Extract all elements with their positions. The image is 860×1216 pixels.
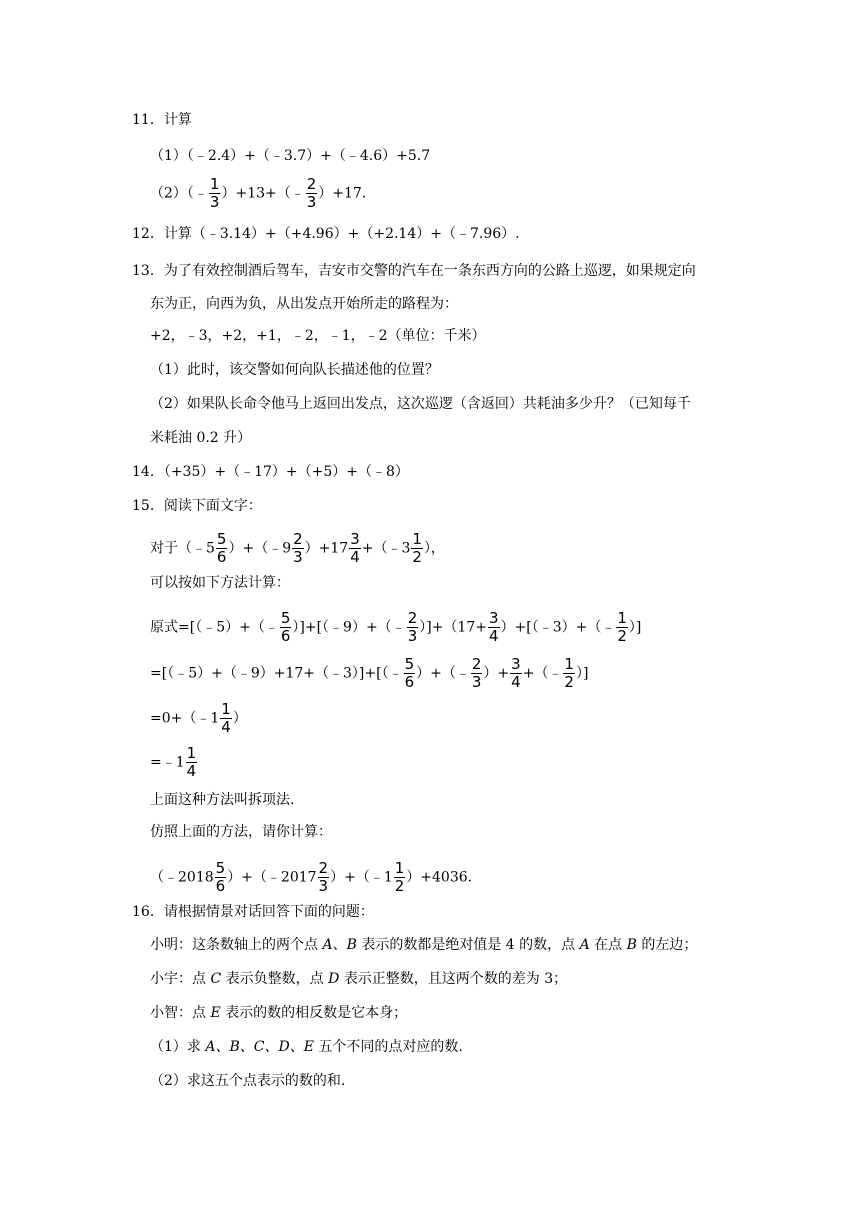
var-c: C [210,971,222,987]
text: ）+13+（﹣ [221,185,305,202]
text: （﹣2018 [150,869,214,886]
q16-xiaozhi [150,1003,407,1023]
text: ）+4036. [406,869,473,886]
denominator: 6 [216,548,227,566]
denominator: 3 [471,673,482,691]
q11-part2 [150,176,366,211]
text: 表示的数的相反数是它本身； [220,1005,408,1021]
fraction [616,610,628,645]
fraction [404,656,416,691]
text: ）]+[（﹣9）+（﹣ [292,619,406,636]
text: ）+ [483,665,510,682]
fraction [306,176,318,211]
numerator: 1 [186,744,197,762]
text: ）+（﹣ [416,665,470,682]
q15-example [150,531,445,566]
text: 的左边； [636,937,698,953]
q15-task: 仿照上面的方法，请你计算： [150,824,332,840]
text: （2）（﹣ [150,185,208,202]
denominator: 4 [511,673,521,691]
numerator: 2 [293,530,303,548]
text: 五个不同的点对应的数. [313,1039,463,1055]
numerator: 5 [215,859,226,877]
text: ）+17 [304,540,349,557]
denominator: 2 [394,877,405,895]
numerator: 1 [394,859,405,877]
denominator: 4 [488,627,499,645]
q15-compute [150,860,472,895]
text: ）+[（﹣3）+（﹣ [500,619,616,636]
q11-title: 11．计算 [132,112,192,128]
numerator: 3 [488,609,499,627]
fraction [510,656,522,691]
denominator: 3 [293,548,303,566]
numerator: 3 [350,530,360,548]
text: 、 [332,937,347,953]
q13-line1: 13．为了有效控制酒后驾车，吉安市交警的汽车在一条东西方向的公路上巡逻，如果规定向 [132,263,696,279]
fraction [215,860,227,895]
denominator: 3 [209,193,220,211]
denominator: 6 [280,627,291,645]
numerator: 3 [511,655,521,673]
text: 表示正整数，且这两个数的差为 3； [339,971,568,987]
var-b: B [626,937,637,953]
q15-method: 可以按如下方法计算： [150,575,290,591]
fraction [186,745,198,780]
q13-distances: +2，﹣3，+2，+1，﹣2，﹣1，﹣2（单位：千米） [150,328,486,344]
q16-xiaoyu [150,969,567,989]
text: 对于（﹣5 [150,540,215,557]
fraction [292,531,304,566]
text: ） [232,710,247,727]
q13-line2: 东为正，向西为负，从出发点开始所走的路程为： [150,296,458,312]
q13-part1: （1）此时，该交警如何向队长描述他的位置？ [150,362,439,378]
text: ）] [575,665,589,682]
numerator: 1 [221,700,231,718]
numerator: 5 [404,655,415,673]
fraction [411,531,423,566]
fraction [209,176,221,211]
numerator: 1 [412,530,422,548]
fraction [318,860,330,895]
text: 原式=[（﹣5）+（﹣ [150,619,279,636]
denominator: 2 [564,673,574,691]
denominator: 3 [318,877,329,895]
text: ）+17. [318,185,367,202]
numerator: 5 [216,530,227,548]
q14-text: 14．（+35）+（﹣17）+（+5）+（﹣8） [132,464,409,480]
text: =0+（﹣1 [150,710,220,727]
q16-part1 [150,1037,463,1057]
fraction [488,610,500,645]
q15-title: 15．阅读下面文字： [132,498,262,514]
denominator: 2 [412,548,422,566]
fraction [216,531,228,566]
var-a: A [322,937,333,953]
text: 表示负整数，点 [221,971,329,987]
denominator: 4 [350,548,360,566]
numerator: 2 [407,609,418,627]
numerator: 2 [471,655,482,673]
numerator: 2 [318,859,329,877]
var-e: E [210,1005,221,1021]
text: =[（﹣5）+（﹣9）+17+（﹣3）]+[（﹣ [150,665,403,682]
text: ）， [423,540,445,557]
var-d: D [328,971,340,987]
numerator: 1 [209,175,220,193]
q15-step1 [150,610,641,645]
fraction [471,656,483,691]
text: ）+（﹣1 [330,869,393,886]
q16-part2: （2）求这五个点表示的数的和. [150,1073,346,1089]
denominator: 4 [221,718,231,736]
fraction [280,610,292,645]
q13-part2-cont: 米耗油 0.2 升） [150,430,252,446]
text: 表示的数都是绝对值是 4 的数，点 [356,937,580,953]
text: +（﹣3 [361,540,411,557]
var-a: A [579,937,590,953]
fraction [349,531,361,566]
q15-step2 [150,656,588,691]
q15-step3 [150,701,247,736]
q11-part1: （1）（﹣2.4）+（﹣3.7）+（﹣4.6）+5.7 [150,148,431,164]
denominator: 3 [407,627,418,645]
fraction [407,610,419,645]
text: ）]+（17+ [419,619,487,636]
q13-part2: （2）如果队长命令他马上返回出发点，这次巡逻（含返回）共耗油多少升？（已知每千 [150,396,691,412]
denominator: 4 [186,762,197,780]
text: 小明：这条数轴上的两个点 [150,937,323,953]
denominator: 6 [404,673,415,691]
numerator: 1 [564,655,574,673]
text: ）] [628,619,642,636]
fraction [563,656,575,691]
q15-step4 [150,745,198,780]
q12-text: 12．计算（﹣3.14）+（+4.96）+（+2.14）+（﹣7.96）. [132,226,520,242]
text: +（﹣ [522,665,563,682]
numerator: 1 [617,609,627,627]
fraction [220,701,232,736]
denominator: 3 [306,193,317,211]
text: 小智：点 [150,1005,211,1021]
text: （1）求 [150,1039,206,1055]
text: ）+（﹣9 [228,540,292,557]
q16-title: 16．请根据情景对话回答下面的问题： [132,904,374,920]
text: 在点 [589,937,627,953]
numerator: 5 [280,609,291,627]
denominator: 6 [215,877,226,895]
text: =﹣1 [150,754,185,771]
q15-note: 上面这种方法叫拆项法. [150,792,295,808]
numerator: 2 [306,175,317,193]
fraction [394,860,406,895]
var-list: A、B、C、D、E [205,1039,314,1055]
text: ）+（﹣2017 [227,869,317,886]
denominator: 2 [617,627,627,645]
text: 小宇：点 [150,971,211,987]
var-b: B [346,937,357,953]
q16-xiaoming [150,935,697,955]
